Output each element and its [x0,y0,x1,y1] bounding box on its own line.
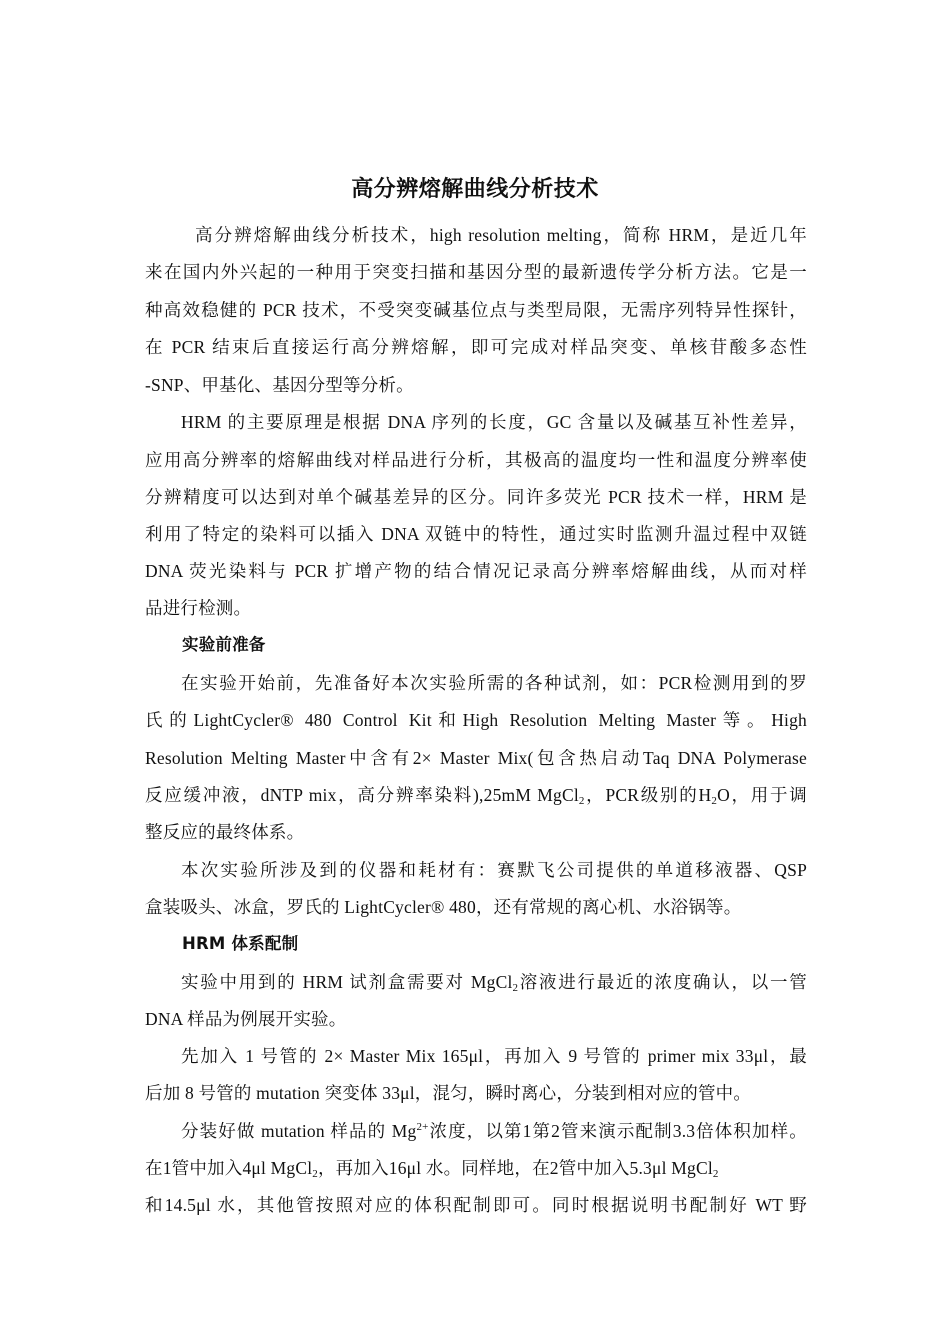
paragraph-line: 在1管中加入4μl MgCl$_2$，再加入16μl 水。同样地，在2管中加入5.3μl MgCl$_2$ [145,1158,719,1180]
paragraph-line: 种高效稳健的 PCR 技术，不受突变碱基位点与类型局限，无需序列特异性探针， [145,300,807,320]
paragraph-line: 品进行检测。 [145,598,252,618]
paragraph-line: 在 PCR 结束后直接运行高分辨熔解，即可完成对样品突变、单核苷酸多态性 [145,337,807,357]
paragraph-line: 应用高分辨率的熔解曲线对样品进行分析，其极高的温度均一性和温度分辨率使 [145,450,807,470]
paragraph-line: 分装好做 mutation 样品的 $Mg^{2+}$浓度，以第1第2管来演示配制3.3倍体积加样。 [181,1121,807,1141]
paragraph-line: -SNP、甲基化、基因分型等分析。 [145,375,414,395]
paragraph-line: HRM 的主要原理是根据 DNA 序列的长度，GC 含量以及碱基互补性差异， [181,412,807,432]
paragraph-line: 整反应的最终体系。 [145,822,305,842]
paragraph-line: 本次实验所涉及到的仪器和耗材有：赛默飞公司提供的单道移液器、QSP [181,860,807,880]
paragraph-line: 后加 8 号管的 mutation 突变体 33μl，混匀，瞬时离心，分装到相对应的管中。 [145,1083,752,1103]
section-heading-hrm-system: HRM 体系配制 [182,934,299,953]
paragraph-line: 高分辨熔解曲线分析技术，high resolution melting，简称 HRM，是近几年 [195,225,807,245]
paragraph-line: 反应缓冲液，dNTP mix，高分辨率染料),25mM MgCl$_2$，PCR级别的$H_2O$，用于调 [145,785,807,807]
paragraph-line: 氏的LightCycler® 480 Control Kit和High Resolution Melting Master等。High [145,710,807,730]
paragraph-line: 来在国内外兴起的一种用于突变扫描和基因分型的最新遗传学分析方法。它是一 [145,262,807,282]
paragraph-line: 在实验开始前，先准备好本次实验所需的各种试剂，如：PCR检测用到的罗 [181,673,807,693]
section-heading-preparation: 实验前准备 [182,635,266,654]
paragraph-line: Resolution Melting Master中含有2× Master Mix(包含热启动Taq DNA Polymerase [145,748,807,768]
paragraph-line: 利用了特定的染料可以插入 DNA 双链中的特性，通过实时监测升温过程中双链 [145,524,807,544]
paragraph-line: 盒装吸头、冰盒，罗氏的 LightCycler® 480，还有常规的离心机、水浴锅等。 [145,897,742,917]
document-title: 高分辨熔解曲线分析技术 [351,177,599,202]
paragraph-line: DNA 荧光染料与 PCR 扩增产物的结合情况记录高分辨率熔解曲线，从而对样 [145,561,807,581]
paragraph-line: 和14.5μl 水，其他管按照对应的体积配制即可。同时根据说明书配制好 WT 野 [145,1195,807,1215]
paragraph-line: 分辨精度可以达到对单个碱基差异的区分。同许多荧光 PCR 技术一样，HRM 是 [145,487,807,507]
paragraph-line: 先加入 1 号管的 2× Master Mix 165μl，再加入 9 号管的 primer mix 33μl，最 [181,1046,807,1066]
paragraph-line: DNA 样品为例展开实验。 [145,1009,347,1029]
paragraph-line: 实验中用到的 HRM 试剂盒需要对 MgCl$_2$溶液进行最近的浓度确认，以一管 [181,972,807,994]
